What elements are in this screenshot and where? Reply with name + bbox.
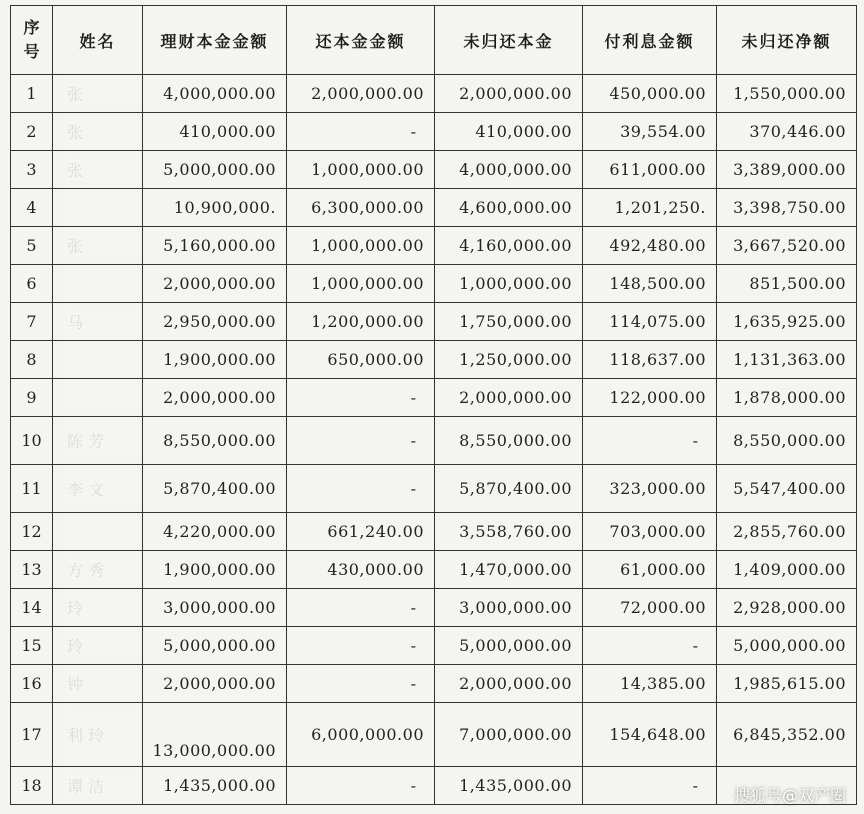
redaction-blur bbox=[61, 116, 136, 147]
row-principal: 410,000.00 bbox=[143, 113, 287, 151]
row-net: 5,547,400.00 bbox=[717, 465, 857, 513]
row-principal: 10,900,000. bbox=[143, 189, 287, 227]
table-row bbox=[11, 151, 857, 189]
row-interest: 72,000.00 bbox=[583, 589, 717, 627]
row-interest: 148,500.00 bbox=[583, 265, 717, 303]
row-interest: 323,000.00 bbox=[583, 465, 717, 513]
row-net: 6,845,352.00 bbox=[717, 703, 857, 767]
row-repaid: - bbox=[287, 589, 435, 627]
table-row bbox=[11, 513, 857, 551]
row-index: 12 bbox=[11, 513, 53, 551]
row-unreturned: 8,550,000.00 bbox=[435, 417, 583, 465]
row-principal: 2,000,000.00 bbox=[143, 265, 287, 303]
row-unreturned: 5,000,000.00 bbox=[435, 627, 583, 665]
row-repaid: 2,000,000.00 bbox=[287, 75, 435, 113]
row-name bbox=[53, 589, 143, 627]
row-interest: 114,075.00 bbox=[583, 303, 717, 341]
redaction-blur bbox=[61, 516, 136, 547]
row-net: 3,667,520.00 bbox=[717, 227, 857, 265]
table-row bbox=[11, 665, 857, 703]
header-principal: 理财本金金额 bbox=[143, 6, 287, 75]
row-principal: 4,220,000.00 bbox=[143, 513, 287, 551]
row-repaid: 1,200,000.00 bbox=[287, 303, 435, 341]
table-row bbox=[11, 189, 857, 227]
row-repaid: 1,000,000.00 bbox=[287, 227, 435, 265]
row-name bbox=[53, 465, 143, 513]
table-row bbox=[11, 589, 857, 627]
row-interest: 450,000.00 bbox=[583, 75, 717, 113]
row-principal: 5,000,000.00 bbox=[143, 627, 287, 665]
watermark: 搜狐号@双产圈 bbox=[733, 786, 846, 805]
row-repaid: 1,000,000.00 bbox=[287, 151, 435, 189]
row-unreturned: 3,000,000.00 bbox=[435, 589, 583, 627]
header-repaid: 还本金金额 bbox=[287, 6, 435, 75]
row-interest: 14,385.00 bbox=[583, 665, 717, 703]
row-index: 18 bbox=[11, 767, 53, 805]
row-repaid: - bbox=[287, 379, 435, 417]
row-repaid: 430,000.00 bbox=[287, 551, 435, 589]
row-interest: 61,000.00 bbox=[583, 551, 717, 589]
redaction-blur bbox=[61, 382, 136, 413]
row-net: 1,550,000.00 bbox=[717, 75, 857, 113]
row-name bbox=[53, 627, 143, 665]
redaction-blur bbox=[61, 230, 136, 261]
row-name bbox=[53, 703, 143, 767]
row-interest: 122,000.00 bbox=[583, 379, 717, 417]
table-row bbox=[11, 703, 857, 767]
row-net: 3,398,750.00 bbox=[717, 189, 857, 227]
row-net: 1,131,363.00 bbox=[717, 341, 857, 379]
row-interest: 154,648.00 bbox=[583, 703, 717, 767]
row-index: 6 bbox=[11, 265, 53, 303]
row-index: 14 bbox=[11, 589, 53, 627]
row-principal: 5,870,400.00 bbox=[143, 465, 287, 513]
row-net: 851,500.00 bbox=[717, 265, 857, 303]
row-name bbox=[53, 303, 143, 341]
redaction-blur bbox=[61, 770, 136, 801]
redaction-blur bbox=[61, 268, 136, 299]
row-repaid: 661,240.00 bbox=[287, 513, 435, 551]
redaction-blur bbox=[61, 78, 136, 109]
row-unreturned: 1,250,000.00 bbox=[435, 341, 583, 379]
row-principal: 1,435,000.00 bbox=[143, 767, 287, 805]
row-principal: 2,000,000.00 bbox=[143, 665, 287, 703]
row-name bbox=[53, 113, 143, 151]
row-index: 7 bbox=[11, 303, 53, 341]
row-index: 1 bbox=[11, 75, 53, 113]
row-net: 1,878,000.00 bbox=[717, 379, 857, 417]
row-net: 370,446.00 bbox=[717, 113, 857, 151]
row-repaid: 6,000,000.00 bbox=[287, 703, 435, 767]
row-index: 2 bbox=[11, 113, 53, 151]
row-name bbox=[53, 417, 143, 465]
row-repaid: - bbox=[287, 767, 435, 805]
header-row bbox=[11, 6, 857, 75]
row-index: 15 bbox=[11, 627, 53, 665]
row-repaid: - bbox=[287, 113, 435, 151]
row-interest: 703,000.00 bbox=[583, 513, 717, 551]
row-repaid: - bbox=[287, 665, 435, 703]
row-index: 8 bbox=[11, 341, 53, 379]
row-unreturned: 3,558,760.00 bbox=[435, 513, 583, 551]
row-index: 5 bbox=[11, 227, 53, 265]
row-principal: 5,160,000.00 bbox=[143, 227, 287, 265]
row-net: 3,389,000.00 bbox=[717, 151, 857, 189]
table-row bbox=[11, 379, 857, 417]
row-unreturned: 1,470,000.00 bbox=[435, 551, 583, 589]
row-principal: 1,900,000.00 bbox=[143, 341, 287, 379]
row-repaid: 1,000,000.00 bbox=[287, 265, 435, 303]
row-unreturned: 2,000,000.00 bbox=[435, 665, 583, 703]
row-net: 1,985,615.00 bbox=[717, 665, 857, 703]
row-name bbox=[53, 265, 143, 303]
row-unreturned: 7,000,000.00 bbox=[435, 703, 583, 767]
row-name bbox=[53, 341, 143, 379]
row-index: 3 bbox=[11, 151, 53, 189]
row-unreturned: 5,870,400.00 bbox=[435, 465, 583, 513]
row-name bbox=[53, 189, 143, 227]
table-row bbox=[11, 627, 857, 665]
row-interest: - bbox=[583, 627, 717, 665]
finance-table bbox=[10, 5, 857, 805]
redaction-blur bbox=[61, 706, 136, 763]
redaction-blur bbox=[61, 468, 136, 509]
row-index: 13 bbox=[11, 551, 53, 589]
row-index: 11 bbox=[11, 465, 53, 513]
redaction-blur bbox=[61, 344, 136, 375]
row-repaid: - bbox=[287, 627, 435, 665]
row-interest: 492,480.00 bbox=[583, 227, 717, 265]
table-row bbox=[11, 341, 857, 379]
row-net: 8,550,000.00 bbox=[717, 417, 857, 465]
redaction-blur bbox=[61, 554, 136, 585]
row-name bbox=[53, 151, 143, 189]
row-interest: 118,637.00 bbox=[583, 341, 717, 379]
row-name bbox=[53, 513, 143, 551]
table-row bbox=[11, 113, 857, 151]
row-unreturned: 1,750,000.00 bbox=[435, 303, 583, 341]
row-principal: 2,000,000.00 bbox=[143, 379, 287, 417]
row-name bbox=[53, 551, 143, 589]
row-unreturned: 4,600,000.00 bbox=[435, 189, 583, 227]
row-index: 9 bbox=[11, 379, 53, 417]
header-name: 姓名 bbox=[53, 6, 143, 75]
row-principal: 8,550,000.00 bbox=[143, 417, 287, 465]
redaction-blur bbox=[61, 192, 136, 223]
header-net: 未归还净额 bbox=[717, 6, 857, 75]
row-unreturned: 2,000,000.00 bbox=[435, 75, 583, 113]
row-net: 2,855,760.00 bbox=[717, 513, 857, 551]
row-principal: 4,000,000.00 bbox=[143, 75, 287, 113]
row-index: 4 bbox=[11, 189, 53, 227]
row-unreturned: 1,435,000.00 bbox=[435, 767, 583, 805]
redaction-blur bbox=[61, 668, 136, 699]
row-index: 17 bbox=[11, 703, 53, 767]
row-index: 16 bbox=[11, 665, 53, 703]
row-interest: 39,554.00 bbox=[583, 113, 717, 151]
row-unreturned: 1,000,000.00 bbox=[435, 265, 583, 303]
table-row bbox=[11, 551, 857, 589]
header-interest: 付利息金额 bbox=[583, 6, 717, 75]
row-principal: 3,000,000.00 bbox=[143, 589, 287, 627]
row-name bbox=[53, 665, 143, 703]
row-repaid: 6,300,000.00 bbox=[287, 189, 435, 227]
row-unreturned: 4,160,000.00 bbox=[435, 227, 583, 265]
table-row bbox=[11, 303, 857, 341]
header-seq: 序 号 bbox=[11, 6, 53, 75]
row-repaid: - bbox=[287, 465, 435, 513]
row-name bbox=[53, 767, 143, 805]
row-name bbox=[53, 227, 143, 265]
redaction-blur bbox=[61, 306, 136, 337]
header-unreturned: 未归还本金 bbox=[435, 6, 583, 75]
redaction-blur bbox=[61, 630, 136, 661]
row-repaid: 650,000.00 bbox=[287, 341, 435, 379]
row-index: 10 bbox=[11, 417, 53, 465]
row-principal: 2,950,000.00 bbox=[143, 303, 287, 341]
table-row bbox=[11, 417, 857, 465]
row-name bbox=[53, 379, 143, 417]
row-net: 1,409,000.00 bbox=[717, 551, 857, 589]
row-name bbox=[53, 75, 143, 113]
row-net: 1,635,925.00 bbox=[717, 303, 857, 341]
row-net: 2,928,000.00 bbox=[717, 589, 857, 627]
redaction-blur bbox=[61, 420, 136, 461]
redaction-blur bbox=[61, 154, 136, 185]
row-unreturned: 4,000,000.00 bbox=[435, 151, 583, 189]
row-principal: 13,000,000.00 bbox=[143, 703, 287, 767]
row-principal: 1,900,000.00 bbox=[143, 551, 287, 589]
row-unreturned: 2,000,000.00 bbox=[435, 379, 583, 417]
row-net: 5,000,000.00 bbox=[717, 627, 857, 665]
row-interest: - bbox=[583, 417, 717, 465]
table-row bbox=[11, 465, 857, 513]
row-repaid: - bbox=[287, 417, 435, 465]
row-principal: 5,000,000.00 bbox=[143, 151, 287, 189]
redaction-blur bbox=[61, 592, 136, 623]
row-interest: 611,000.00 bbox=[583, 151, 717, 189]
row-interest: 1,201,250. bbox=[583, 189, 717, 227]
table-row bbox=[11, 75, 857, 113]
row-interest: - bbox=[583, 767, 717, 805]
table-row bbox=[11, 767, 857, 805]
table-row bbox=[11, 265, 857, 303]
row-unreturned: 410,000.00 bbox=[435, 113, 583, 151]
table-row bbox=[11, 227, 857, 265]
